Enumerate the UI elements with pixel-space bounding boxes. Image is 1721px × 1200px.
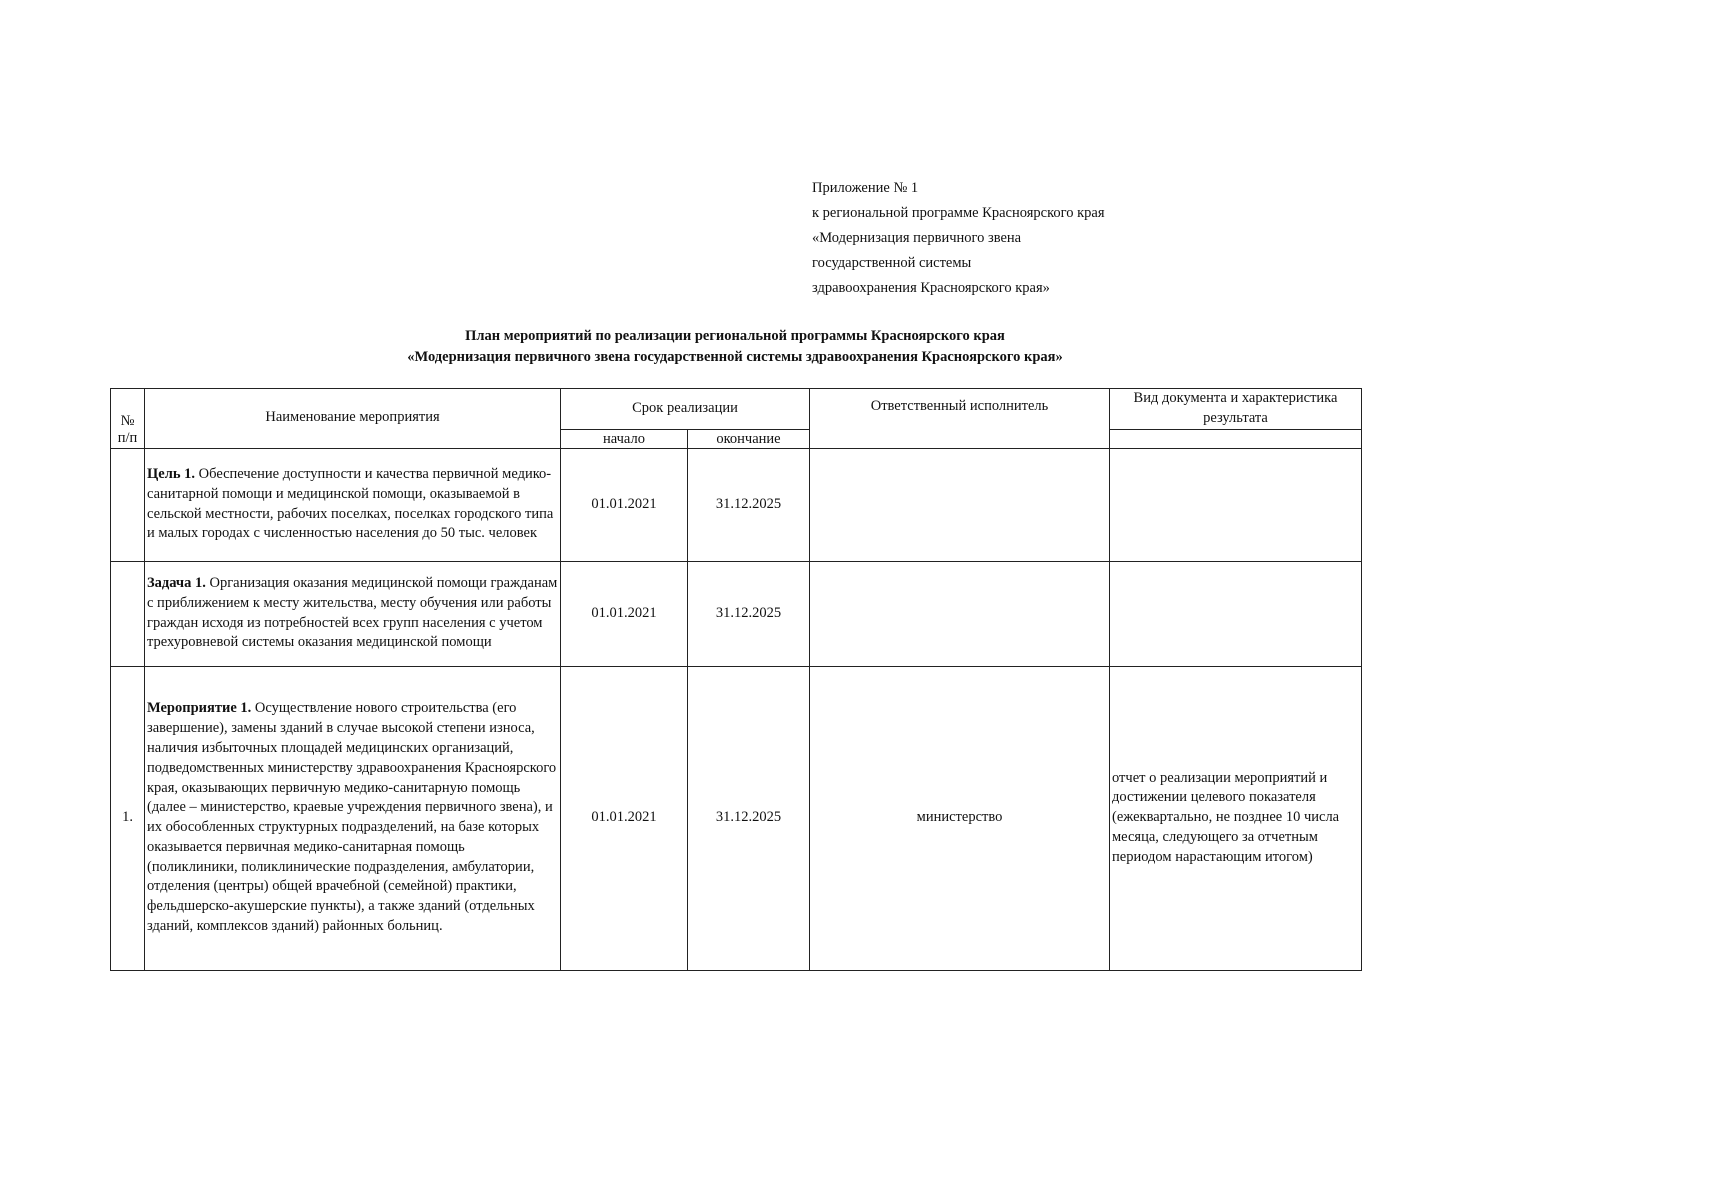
- row-start: 01.01.2021: [561, 666, 688, 970]
- title-line-1: План мероприятий по реализации региональной программы Красноярского края: [465, 328, 1005, 344]
- row-end: 31.12.2025: [688, 666, 810, 970]
- header-result: Вид документа и характеристика результата: [1110, 389, 1362, 430]
- table-row: [111, 448, 1362, 561]
- row-name: [145, 448, 561, 561]
- header-row: [111, 389, 1362, 430]
- row-start: 01.01.2021: [561, 561, 688, 666]
- row-name: [145, 561, 561, 666]
- header-start: начало: [561, 429, 688, 448]
- annex-line: государственной системы: [812, 255, 972, 271]
- row-label: Мероприятие 1.: [147, 700, 252, 717]
- table-row: [111, 561, 1362, 666]
- row-start: 01.01.2021: [561, 448, 688, 561]
- row-result: отчет о реализации мероприятий и достижении целевого показателя (ежеквартально, не позднее 10 числа месяца, следующего за отчетным периодом нарастающим итогом): [1110, 666, 1362, 970]
- row-executor: [810, 561, 1110, 666]
- annex-block: [812, 176, 1105, 301]
- row-num: [111, 561, 145, 666]
- table-row: [111, 666, 1362, 970]
- annex-line: Приложение № 1: [812, 180, 919, 196]
- row-end: 31.12.2025: [688, 448, 810, 561]
- annex-line: «Модернизация первичного звена: [812, 230, 1022, 246]
- row-name: [145, 666, 561, 970]
- row-executor: министерство: [810, 666, 1110, 970]
- row-num: 1.: [111, 666, 145, 970]
- annex-line: к региональной программе Красноярского края: [812, 205, 1105, 221]
- row-result: [1110, 448, 1362, 561]
- row-executor: [810, 448, 1110, 561]
- row-text: Обеспечение доступности и качества первичной медико-санитарной помощи и медицинской помощи, оказываемой в сельской местности, рабочих поселках, поселках городского типа и малых городах с численностью населения до 50 тыс. человек: [147, 466, 554, 542]
- header-end: окончание: [688, 429, 810, 448]
- row-label: Цель 1.: [147, 466, 196, 482]
- row-label: Задача 1.: [147, 575, 206, 591]
- row-num: [111, 448, 145, 561]
- row-text: Осуществление нового строительства (его завершение), замены зданий в случае высокой степени износа, наличия избыточных площадей медицинских организаций, подведомственных министерству здравоохранения Красноярского края, оказывающих первичную медико-санитарную помощь (далее – министерство, краевые учреждения первичного звена), и их обособленных структурных подразделений, на базе которых оказывается первичная медико-санитарная помощь (поликлиники, поликлинические подразделения, амбулатории, отделения (центры) общей врачебной (семейной) практики, фельдшерско-акушерские пункты), а также зданий (отдельных зданий, комплексов зданий) районных больниц.: [147, 700, 557, 935]
- header-num: № п/п: [111, 389, 145, 449]
- annex-line: здравоохранения Красноярского края»: [812, 280, 1050, 296]
- plan-table: [110, 388, 1362, 971]
- document-title: [110, 326, 1360, 368]
- title-line-2: «Модернизация первичного звена государственной системы здравоохранения Красноярского края»: [407, 349, 1063, 365]
- header-executor: Ответственный исполнитель: [810, 389, 1110, 449]
- row-result: [1110, 561, 1362, 666]
- header-period: Срок реализации: [561, 389, 810, 430]
- header-name: Наименование мероприятия: [145, 389, 561, 449]
- header-result-empty: [1110, 429, 1362, 448]
- row-text: Организация оказания медицинской помощи гражданам с приближением к месту жительства, месту обучения или работы граждан исходя из потребностей всех групп населения с учетом трехуровневой системы оказания медицинской помощи: [147, 575, 558, 651]
- row-end: 31.12.2025: [688, 561, 810, 666]
